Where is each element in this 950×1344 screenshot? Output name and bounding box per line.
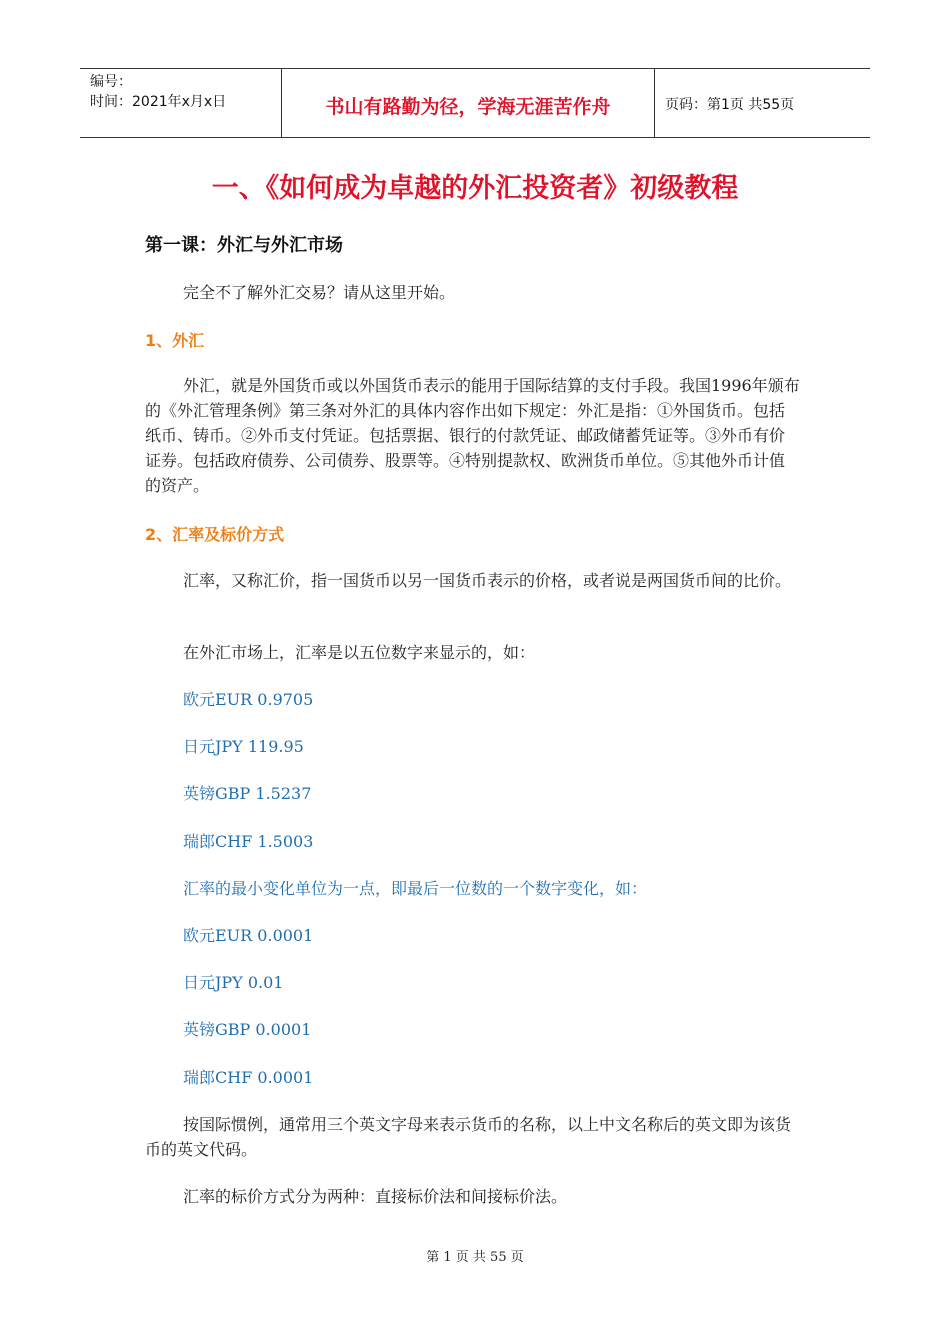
rate-line-jpy: 日元JPY 119.95 bbox=[183, 737, 304, 756]
quotation-method-paragraph: 汇率的标价方式分为两种：直接标价法和间接标价法。 bbox=[183, 1187, 568, 1206]
header-page-info: 页码：第1页 共55页 bbox=[665, 97, 795, 113]
page-header bbox=[80, 68, 870, 138]
document-title: 一、《如何成为卓越的外汇投资者》初级教程 bbox=[211, 173, 739, 204]
date-label: 时间：2021年x月x日 bbox=[90, 94, 227, 110]
min-unit-line-chf: 瑞郎CHF 0.0001 bbox=[183, 1068, 314, 1087]
five-digit-paragraph: 在外汇市场上，汇率是以五位数字来显示的，如： bbox=[183, 643, 536, 662]
rate-line-gbp: 英镑GBP 1.5237 bbox=[183, 784, 312, 803]
min-unit-paragraph: 汇率的最小变化单位为一点，即最后一位数的一个数字变化，如： bbox=[183, 879, 648, 898]
lesson-heading: 第一课：外汇与外汇市场 bbox=[145, 235, 343, 256]
exchange-rate-definition-paragraph: 汇率，又称汇价，指一国货币以另一国货币表示的价格，或者说是两国货币间的比价。 bbox=[183, 571, 792, 590]
currency-code-paragraph: 按国际惯例，通常用三个英文字母来表示货币的名称，以上中文名称后的英文即为该货币的英文代码。 bbox=[145, 1115, 792, 1159]
min-unit-line-gbp: 英镑GBP 0.0001 bbox=[183, 1020, 312, 1039]
header-meta bbox=[80, 69, 282, 137]
forex-definition-paragraph: 外汇，就是外国货币或以外国货币表示的能用于国际结算的支付手段。我国1996年颁布的《外汇管理条例》第三条对外汇的具体内容作出如下规定：外汇是指：①外国货币。包括纸币、铸币。②外币支付凭证。包括票据、银行的付款凭证、邮政储蓄凭证等。③外币有价证券。包括政府债券、公司债券、股票等。④特别提款权、欧洲货币单位。⑤其他外币计值的资产。 bbox=[145, 376, 800, 495]
intro-paragraph: 完全不了解外汇交易？请从这里开始。 bbox=[183, 283, 456, 302]
section-heading-exchange-rate: 2、汇率及标价方式 bbox=[145, 525, 285, 544]
header-motto: 书山有路勤为径，学海无涯苦作舟 bbox=[282, 69, 655, 137]
serial-label: 编号： bbox=[90, 74, 132, 90]
min-unit-line-eur: 欧元EUR 0.0001 bbox=[183, 926, 314, 945]
rate-line-eur: 欧元EUR 0.9705 bbox=[183, 690, 314, 709]
page-footer: 第 1 页 共 55 页 bbox=[426, 1250, 524, 1265]
min-unit-line-jpy: 日元JPY 0.01 bbox=[183, 973, 284, 992]
rate-line-chf: 瑞郎CHF 1.5003 bbox=[183, 832, 314, 851]
section-heading-forex: 1、外汇 bbox=[145, 331, 205, 350]
